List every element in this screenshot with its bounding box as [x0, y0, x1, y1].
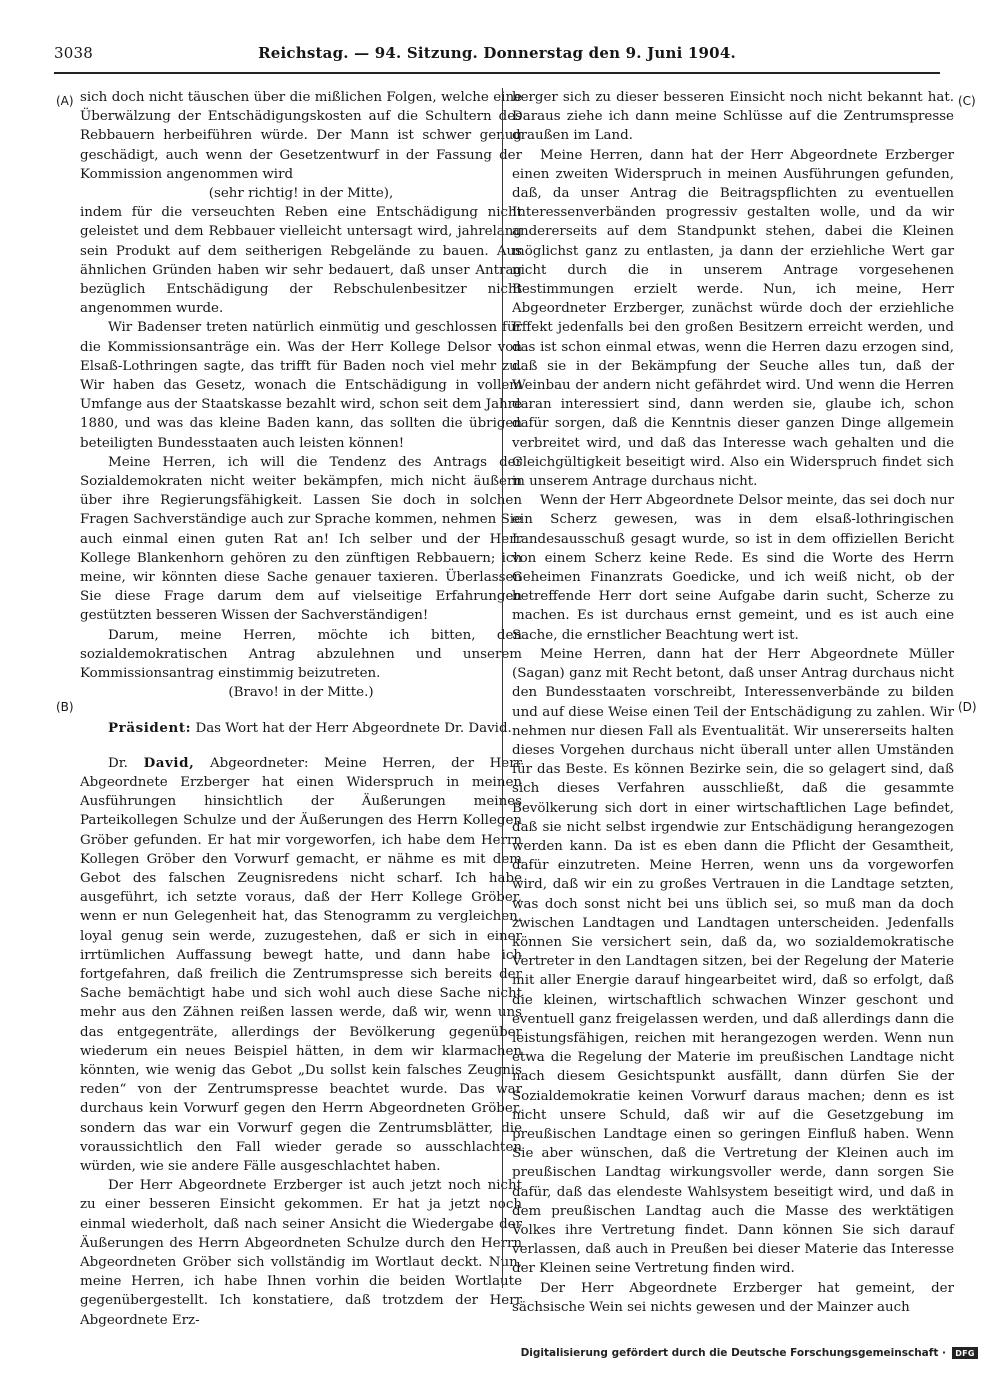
right-column	[512, 88, 954, 1315]
credit-text: Digitalisierung gefördert durch die Deutsche Forschungsgemeinschaft ·	[520, 1347, 946, 1359]
statement-text: Das Wort hat der Herr Abgeordnete Dr. David.	[195, 720, 512, 736]
paragraph: Wir Badenser treten natürlich einmütig und geschlossen für die Kommissionsanträge ein. Was der Herr Kollege Delsor von Elsaß-Lothringen sagte, das trifft für Baden noch viel mehr zu. Wir haben das Gesetz, wonach die Entschädigung in vollem Umfange aus der Staatskasse bezahlt wird, schon seit dem Jahre 1880, und was das kleine Baden kann, das sollten die übrigen beteiligten Bundesstaaten auch leisten können!	[80, 320, 522, 451]
digitization-credit	[521, 1347, 978, 1359]
speech-text: Abgeordneter: Meine Herren, der Herr Abgeordnete Erzberger hat einen Widerspruch in meinen Ausführungen hinsichtlich der Äußerungen meines Parteikollegen Schulze und der Äußerungen des Herrn Kollegen Gröber gefunden. Er hat mir vorgeworfen, ich habe dem Herrn Kollegen Gröber den Vorwurf gemacht, er nähme es mit dem Gebot des falschen Zeugnisredens nicht scharf. Ich habe ausgeführt, ich setzte voraus, daß der Herr Kollege Gröber, wenn er nun Gelegenheit hat, das Stenogramm zu vergleichen, loyal genug sein werde, zuzugestehen, daß er sich in einer irrtümlichen Auffassung bewegt hatte, und dann habe ich fortgefahren, daß freilich die Zentrumspresse sich bereits der Sache bemächtigt habe und sich wohl auch diese Sache nicht mehr aus den Zähnen reißen lassen werde, daß wir, wenn uns das entgegenträte, allerdings der Bevölkerung gegenüber wiederum ein neues Beispiel hätten, in dem wir klarmachen könnten, wie wenig das Gebot „Du sollst kein falsches Zeugnis reden“ von der Zentrumspresse beachtet wurde. Das war durchaus kein Vorwurf gegen den Herrn Abgeordneten Gröber, sondern das war ein Vorwurf gegen die Zentrumsblätter, die voraussichtlich den Fall wieder gerade so ausschlachten würden, wie sie andere Fälle ausgeschlachtet haben.	[80, 755, 523, 1174]
david-speech	[80, 754, 522, 1176]
paragraph: Meine Herren, dann hat der Herr Abgeordnete Müller (Sagan) ganz mit Recht betont, daß unser Antrag durchaus nicht den Bundesstaaten vorschreibt, Interessenverbände zu bilden und auf diese Weise einen Teil der Entschädigung zu zahlen. Wir nehmen nur diesen Fall als Eventualität. Wir unsererseits halten dieses Vorgehen durchaus nicht überall unter allen Umständen für das Beste. Es können Bezirke sein, die so gelagert sind, daß sich dieses Verfahren ausschließt, daß die gesammte Bevölkerung sich dort in einer wirtschaftlichen Lage befindet, daß sie nicht selbst irgendwie zur Entschädigung herangezogen werden kann. Da ist es eben dann die Pflicht der Gesamtheit, dafür einzutreten. Meine Herren, wenn uns da vorgeworfen wird, daß wir ein zu großes Vertrauen in die Landtage setzten, was doch sonst nicht bei uns üblich sei, so muß man da doch zwischen Landtagen und Landtagen unterscheiden. Jedenfalls können Sie versichert sein, daß da, wo sozialdemokratische Vertreter in den Landtagen sitzen, bei der Regelung der Materie mit aller Energie darauf hingearbeitet wird, daß so erfolgt, daß die kleinen, wirtschaftlich schwachen Winzer geschont und eventuell ganz freigelassen werden, und daß allerdings dann die leistungsfähigen, reichen mit herangezogen werden. Wenn nun etwa die Regelung der Materie im preußischen Landtage nicht nach diesem Gesichtspunkt ausfällt, dann dürfen Sie der Sozialdemokratie keinen Vorwurf daraus machen; denn es ist nicht unsere Schuld, daß wir auf die Gesetzgebung im preußischen Landtage einen so geringen Einfluß haben. Wenn Sie aber wünschen, daß die Vertretung der Kleinen auch im preußischen Landtag wirkungsvoller werde, dann sorgen Sie dafür, daß das elendeste Wahlsystem beseitigt wird, und daß in dem preußischen Landtag auch die Masse des werktätigen Volkes ihre Vertretung findet. Dann können Sie sich darauf verlassen, daß auch in Preußen bei dieser Materie das Interesse der Kleinen seine Vertretung finden wird.	[512, 646, 954, 1277]
paragraph: Der Herr Abgeordnete Erzberger hat gemeint, der sächsische Wein sei nichts gewesen und der Mainzer auch	[512, 1280, 954, 1315]
speaker-name: Präsident:	[108, 719, 192, 736]
paragraph: indem für die verseuchten Reben eine Entschädigung nicht geleistet und dem Rebbauer vielleicht untersagt wird, jahrelang sein Produkt auf dem seitherigen Rebgelände zu bauen. Aus ähnlichen Gründen haben wir sehr bedauert, daß unser Antrag bezüglich Entschädigung der Rebschulenbesitzer nicht angenommen wurde.	[80, 205, 522, 317]
interjection: (sehr richtig! in der Mitte),	[208, 186, 394, 202]
paragraph: sich doch nicht täuschen über die mißlichen Folgen, welche eine Überwälzung der Entschädigungskosten auf die Schultern des Rebbauern herbeiführen würde. Der Mann ist schwer genug geschädigt, auch wenn der Gesetzentwurf in der Fassung der Kommission angenommen wird	[80, 90, 522, 182]
paragraph: Meine Herren, dann hat der Herr Abgeordnete Erzberger einen zweiten Widerspruch in meinen Ausführungen gefunden, daß, da unser Antrag die Beitragspflichten zu eventuellen Interessenverbänden progressiv gestalten wolle, und da wir andererseits auf dem Standpunkt stehen, dabei die Kleinen möglichst ganz zu entlasten, ja dann der erziehliche Wert gar nicht durch die in unserem Antrage vorgesehenen Bestimmungen erzielt werde. Nun, ich meine, Herr Abgeordneter Erzberger, zunächst würde doch der erziehliche Effekt jedenfalls bei den großen Besitzern erreicht werden, und das ist schon einmal etwas, wenn die Herren dazu erzogen sind, daß sie in der Bekämpfung der Seuche alles tun, daß der Weinbau der andern nicht gefährdet wird. Und wenn die Herren daran interessiert sind, dann werden sie, glaube ich, schon dafür sorgen, daß die Kenntnis dieser ganzen Dinge allgemein verbreitet wird, und daß das Interesse wach gehalten und die Gleichgültigkeit beseitigt wird. Also ein Widerspruch findet sich in unserem Antrage durchaus nicht.	[512, 147, 954, 490]
paragraph: Wenn der Herr Abgeordnete Delsor meinte, das sei doch nur ein Scherz gewesen, was in dem elsaß-lothringischen Landesausschuß gesagt wurde, so ist in dem offiziellen Bericht von einem Scherz keine Rede. Es sind die Worte des Herrn Geheimen Finanzrats Goedicke, und ich weiß nicht, ob der betreffende Herr dort seine Aufgabe darin sucht, Scherze zu machen. Es ist durchaus ernst gemeint, und es ist auch eine Sache, die ernstlicher Beachtung wert ist.	[512, 493, 954, 643]
paragraph: Darum, meine Herren, möchte ich bitten, den sozialdemokratischen Antrag abzulehnen und unserem Kommissionsantrag einstimmig beizutreten.	[80, 627, 522, 682]
paragraph: Der Herr Abgeordnete Erzberger ist auch jetzt noch nicht zu einer besseren Einsicht gekommen. Er hat ja jetzt noch einmal wiederholt, daß nach seiner Ansicht die Wiedergabe der Äußerungen des Herrn Abgeordneten Schulze durch den Herrn Abgeordneten Gröber sich vollständig im Wortlaut deckt. Nun, meine Herren, ich habe Ihnen vorhin die beiden Wortlaute gegenübergestellt. Ich konstatiere, daß trotzdem der Herr Abgeordnete Erz-	[80, 1178, 522, 1328]
page-number: 3038	[54, 44, 93, 62]
margin-mark-a: (A)	[56, 94, 74, 108]
interjection: (Bravo! in der Mitte.)	[228, 685, 374, 701]
left-column	[80, 88, 523, 1328]
president-statement	[80, 719, 522, 738]
margin-mark-b: (B)	[56, 700, 74, 714]
margin-mark-d: (D)	[958, 700, 977, 714]
paragraph: Meine Herren, ich will die Tendenz des Antrags der Sozialdemokraten nicht weiter bekämpfen, mich nicht äußern über ihre Regierungsfähigkeit. Lassen Sie doch in solchen Fragen Sachverständige auch zur Sprache kommen, nehmen Sie auch einmal einen guten Rat an! Ich selber und der Herr Kollege Blankenhorn gehören zu den zünftigen Rebbauern; ich meine, wir könnten diese Sache genauer taxieren. Überlassen Sie diese Frage darum dem auf vielseitige Erfahrungen gestützten besseren Wissen der Sachverständigen!	[80, 454, 522, 624]
header-rule	[54, 72, 940, 74]
paragraph: berger sich zu dieser besseren Einsicht noch nicht bekannt hat. Daraus ziehe ich dann meine Schlüsse auf die Zentrumspresse draußen im Land.	[512, 90, 954, 144]
running-title: Reichstag. — 94. Sitzung. Donnerstag den 9. Juni 1904.	[258, 44, 736, 62]
speaker-name: David,	[143, 754, 195, 771]
column-divider	[502, 88, 503, 1288]
dfg-logo-icon: DFG	[952, 1347, 978, 1359]
page-header	[54, 40, 940, 66]
speaker-title: Dr.	[108, 755, 128, 771]
margin-mark-c: (C)	[958, 94, 976, 108]
